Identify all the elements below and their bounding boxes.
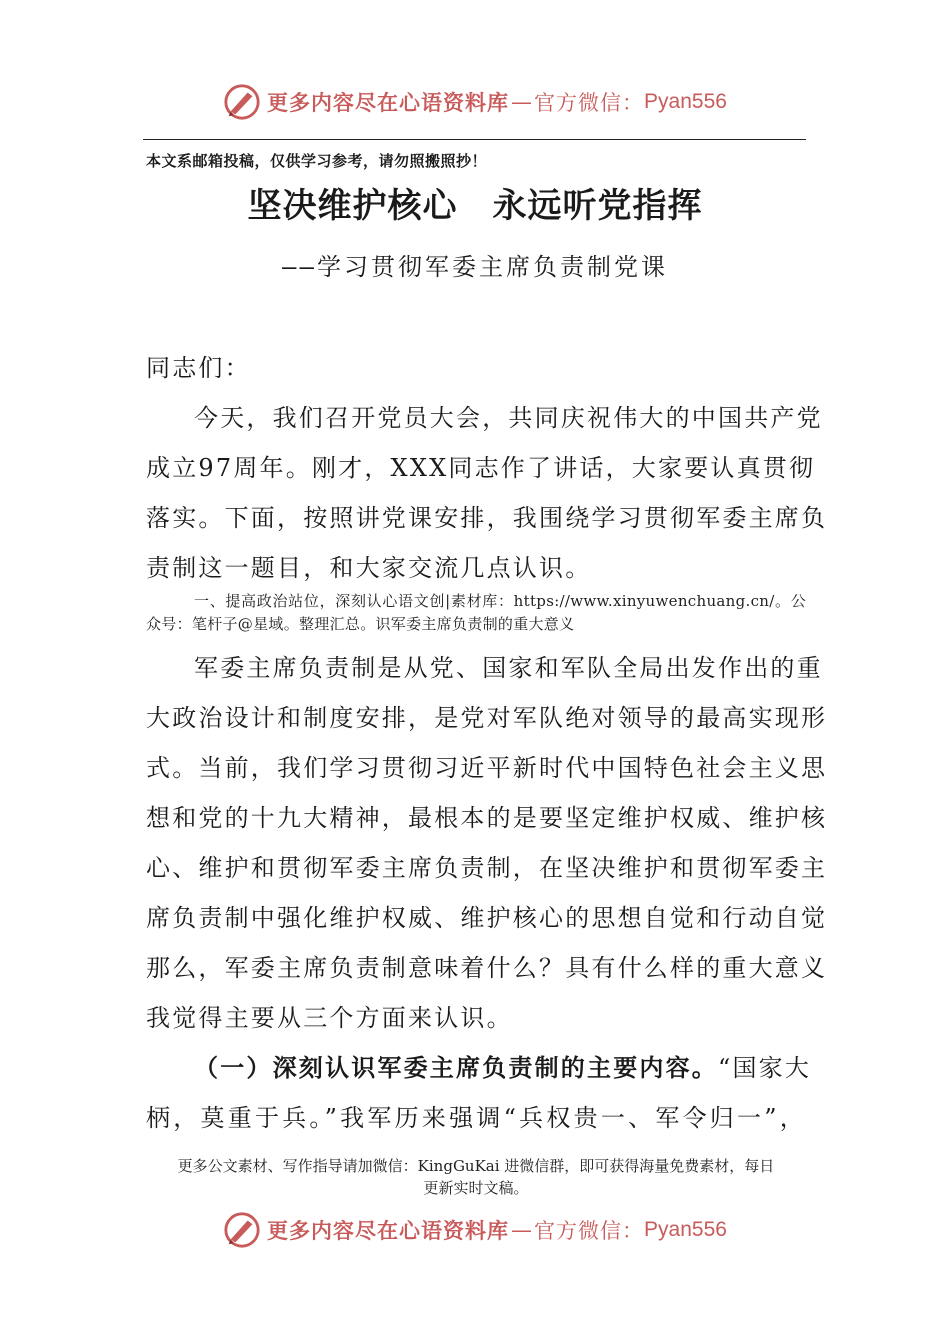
top-watermark-banner xyxy=(0,82,950,122)
banner-wechat-id: Pyan556 xyxy=(644,1218,727,1241)
para3-heading: （一）深刻认识军委主席负责制的主要内容。 xyxy=(194,1053,718,1082)
para1-line: 成立97周年。刚才，XXX同志作了讲话，大家要认真贯彻 xyxy=(146,454,816,482)
para3-line: 柄，莫重于兵。”我军历来强调“兵权贵一、军令归一”， xyxy=(146,1104,806,1132)
para2-line: 式。当前，我们学习贯彻习近平新时代中国特色社会主义思 xyxy=(146,754,828,782)
para1-line: 落实。下面，按照讲党课安排，我围绕学习贯彻军委主席负 xyxy=(146,504,828,532)
para1-line: 今天，我们召开党员大会，共同庆祝伟大的中国共产党 xyxy=(194,404,823,432)
bottom-watermark-banner xyxy=(0,1210,950,1250)
para2-line: 那么，军委主席负责制意味着什么？具有什么样的重大意义 xyxy=(146,954,828,982)
para3-text: “国家大 xyxy=(718,1054,812,1082)
para2-line: 想和党的十九大精神，最根本的是要坚定维护权威、维护核 xyxy=(146,804,828,832)
banner-separator: — xyxy=(511,1218,533,1242)
footer-line: 更多公文素材、写作指导请加微信：KingGuKai 进微信群，即可获得海量免费素材，每日 xyxy=(177,1157,775,1175)
pen-logo-icon xyxy=(223,1211,261,1249)
para2-line: 席负责制中强化维护权威、维护核心的思想自觉和行动自觉 xyxy=(146,904,828,932)
para2-line: 军委主席负责制是从党、国家和军队全局出发作出的重 xyxy=(194,654,823,682)
banner-wechat-label: 官方微信： xyxy=(534,1219,645,1243)
para2-line: 心、维护和贯彻军委主席负责制，在坚决维护和贯彻军委主 xyxy=(146,854,828,882)
page-title: 坚决维护核心 永远听党指挥 xyxy=(247,186,703,226)
banner-text: 更多内容尽在心语资料库 xyxy=(267,91,510,115)
banner-wechat-id: Pyan556 xyxy=(644,90,727,113)
para3-line xyxy=(146,1048,812,1083)
banner-wechat-label: 官方微信： xyxy=(534,91,645,115)
section1-line: 一、提高政治站位，深刻认心语文创|素材库：https://www.xinyuwenchuang.cn/。公 xyxy=(194,592,806,610)
pen-logo-icon xyxy=(223,83,261,121)
para2-line: 大政治设计和制度安排，是党对军队绝对领导的最高实现形 xyxy=(146,704,828,732)
para2-line: 我觉得主要从三个方面来认识。 xyxy=(146,1004,513,1032)
greeting: 同志们： xyxy=(146,354,251,382)
banner-separator: — xyxy=(511,90,533,114)
footer-line: 更新实时文稿。 xyxy=(423,1179,529,1197)
para1-line: 责制这一题目，和大家交流几点认识。 xyxy=(146,554,592,582)
section1-line: 众号：笔杆子@星域。整理汇总。识军委主席负责制的重大意义 xyxy=(146,615,575,633)
footer-note xyxy=(146,1155,806,1199)
header-note: 本文系邮箱投稿，仅供学习参考，请勿照搬照抄！ xyxy=(146,152,488,170)
page-subtitle: ——学习贯彻军委主席负责制党课 xyxy=(282,253,668,281)
header-rule xyxy=(143,139,806,140)
banner-text: 更多内容尽在心语资料库 xyxy=(267,1219,510,1243)
